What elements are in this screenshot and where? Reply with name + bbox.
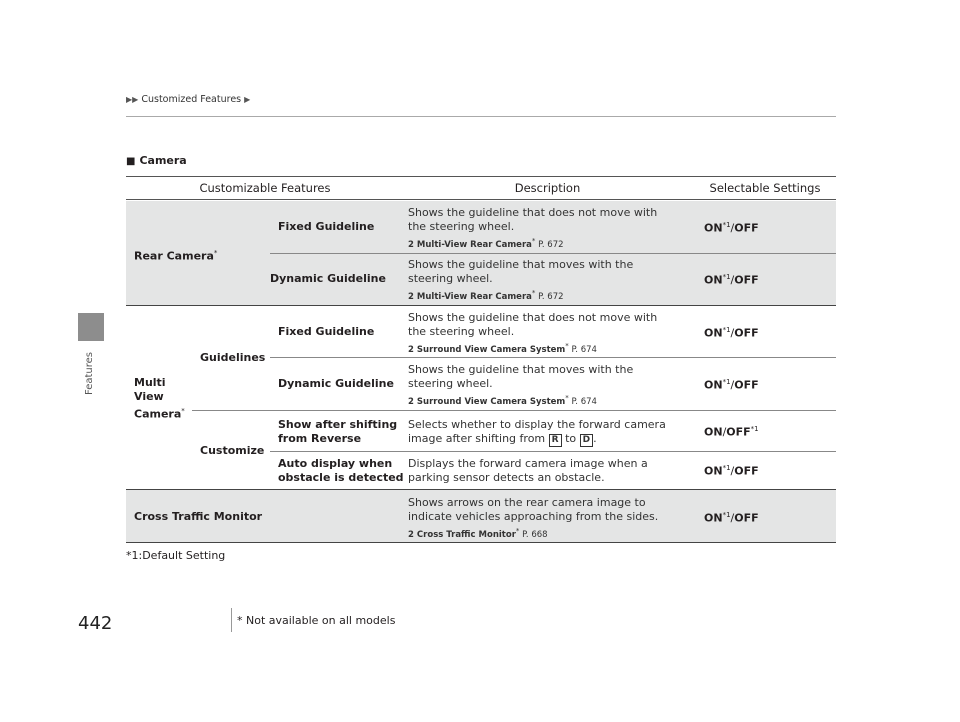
multi-dynamic-guideline-name: Dynamic Guideline [278, 377, 394, 390]
reference-arrow-icon: 2 [408, 239, 414, 250]
section-title-text: Camera [139, 154, 187, 167]
breadcrumb [126, 94, 250, 105]
table-header-border [126, 199, 836, 200]
row-divider [270, 253, 836, 254]
section-divider [126, 305, 836, 306]
rear-dynamic-guideline-description: Shows the guideline that moves with the steering wheel. 2 Multi-View Rear Camera* P. 672 [408, 258, 678, 304]
reference-arrow-icon: 2 [408, 344, 414, 355]
show-after-shifting-description: Selects whether to display the forward camera image after shifting from R to D . [408, 418, 666, 445]
customize-subgroup-label: Customize [200, 444, 265, 457]
footer-divider [231, 608, 232, 632]
multi-dynamic-guideline-settings: ON$^{*1}$/OFF [704, 378, 759, 392]
subgroup-divider [192, 410, 836, 411]
table-top-border [126, 176, 836, 177]
rear-dynamic-guideline-settings: ON$^{*1}$/OFF [704, 273, 759, 287]
multi-fixed-guideline-name: Fixed Guideline [278, 325, 375, 338]
reference-link[interactable]: 2 Multi-View Rear Camera* P. 672 [408, 289, 564, 302]
chapter-label: Features [84, 352, 95, 395]
breadcrumb-end-arrow-icon: ▶ [244, 95, 251, 104]
row-divider [270, 451, 836, 452]
auto-display-name: Auto display when obstacle is detected [278, 457, 404, 484]
reference-link[interactable]: 2 Surround View Camera System* P. 674 [408, 394, 597, 407]
shift-drive-key-icon: D [580, 434, 593, 447]
reference-arrow-icon: 2 [408, 291, 414, 302]
multi-dynamic-guideline-description: Shows the guideline that moves with the steering wheel. 2 Surround View Camera System* P. 674 [408, 363, 678, 409]
auto-display-settings: ON$^{*1}$/OFF [704, 464, 759, 478]
show-after-shifting-settings: ON/OFF$^{*1}$ [704, 425, 759, 439]
square-bullet-icon: ■ [126, 156, 136, 167]
multi-fixed-guideline-settings: ON$^{*1}$/OFF [704, 326, 759, 340]
cross-traffic-monitor-description: Shows arrows on the rear camera image to indicate vehicles approaching from the sides. 2 Cross Traffic Monitor* P. 668 [408, 496, 678, 542]
default-setting-footnote: *1:Default Setting [126, 549, 226, 562]
cross-traffic-monitor-name: Cross Traffic Monitor [134, 510, 263, 523]
availability-note: * Not available on all models [237, 614, 396, 627]
reference-link[interactable]: 2 Surround View Camera System* P. 674 [408, 342, 597, 355]
reference-arrow-icon: 2 [408, 529, 414, 540]
rear-fixed-guideline-settings: ON$^{*1}$/OFF [704, 221, 759, 235]
cross-traffic-monitor-settings: ON$^{*1}$/OFF [704, 511, 759, 525]
show-after-shifting-name: Show after shifting from Reverse [278, 418, 398, 445]
rear-dynamic-guideline-name: Dynamic Guideline [270, 272, 386, 285]
breadcrumb-link[interactable]: Customized Features [141, 94, 242, 105]
reference-link[interactable]: 2 Multi-View Rear Camera* P. 672 [408, 237, 564, 250]
rear-fixed-guideline-name: Fixed Guideline [278, 220, 375, 233]
table-bottom-border [126, 542, 836, 543]
section-title [126, 154, 187, 167]
chapter-tab-marker [78, 313, 104, 341]
auto-display-description: Displays the forward camera image when a parking sensor detects an obstacle. [408, 457, 648, 484]
shift-reverse-key-icon: R [549, 434, 562, 447]
header-customizable-features: Customizable Features [199, 181, 331, 195]
rear-fixed-guideline-description: Shows the guideline that does not move with the steering wheel. 2 Multi-View Rear Camera* P. 672 [408, 206, 678, 252]
page-number: 442 [78, 613, 113, 634]
header-selectable-settings: Selectable Settings [709, 181, 821, 195]
row-divider [270, 357, 836, 358]
reference-link[interactable]: 2 Cross Traffic Monitor* P. 668 [408, 527, 548, 540]
reference-arrow-icon: 2 [408, 396, 414, 407]
guidelines-subgroup-label: Guidelines [200, 351, 266, 364]
multi-view-camera-label: Multi View Camera* [134, 376, 185, 421]
header-description: Description [514, 181, 581, 195]
breadcrumb-arrow-icon: ▶▶ [126, 95, 139, 104]
rear-camera-label: Rear Camera* [134, 249, 218, 263]
header-divider [126, 116, 836, 117]
multi-fixed-guideline-description: Shows the guideline that does not move with the steering wheel. 2 Surround View Camera System* P. 674 [408, 311, 678, 357]
